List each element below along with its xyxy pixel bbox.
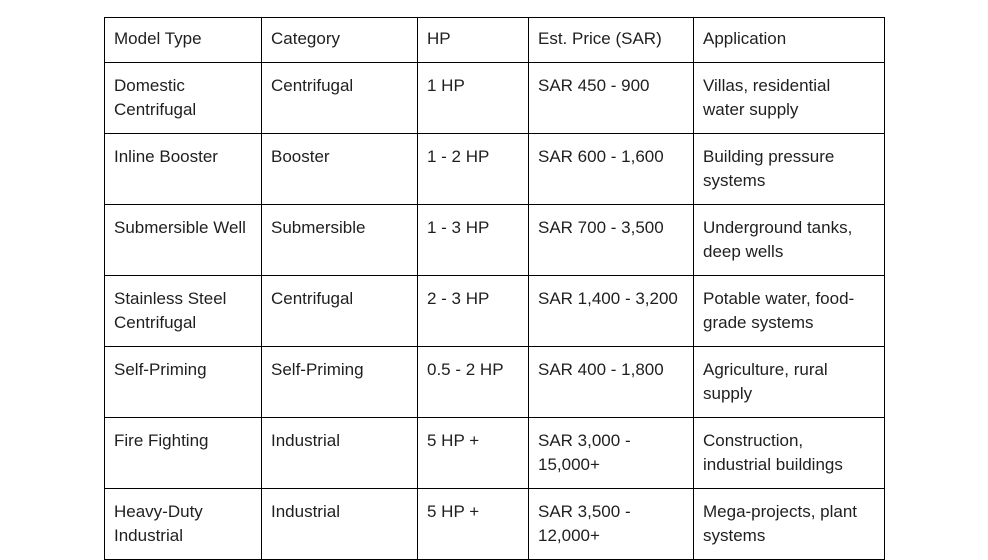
cell-hp: 1 HP (418, 62, 529, 133)
cell-est-price: SAR 1,400 - 3,200 (529, 275, 694, 346)
cell-model-type: Heavy-Duty Industrial (105, 488, 262, 559)
cell-hp: 1 - 3 HP (418, 204, 529, 275)
table-row (105, 133, 885, 204)
cell-category: Centrifugal (262, 275, 418, 346)
cell-est-price: SAR 700 - 3,500 (529, 204, 694, 275)
table-row (105, 204, 885, 275)
cell-category: Industrial (262, 488, 418, 559)
cell-category: Booster (262, 133, 418, 204)
cell-application: Underground tanks, deep wells (694, 204, 885, 275)
cell-est-price: SAR 3,500 - 12,000+ (529, 488, 694, 559)
header-model-type: Model Type (105, 18, 262, 63)
table-row (105, 488, 885, 559)
cell-category: Self-Priming (262, 346, 418, 417)
cell-est-price: SAR 450 - 900 (529, 62, 694, 133)
cell-application: Villas, residential water supply (694, 62, 885, 133)
table-body (105, 62, 885, 559)
cell-model-type: Inline Booster (105, 133, 262, 204)
cell-category: Centrifugal (262, 62, 418, 133)
cell-hp: 1 - 2 HP (418, 133, 529, 204)
pump-comparison-table (104, 17, 885, 560)
cell-model-type: Self-Priming (105, 346, 262, 417)
cell-est-price: SAR 600 - 1,600 (529, 133, 694, 204)
cell-category: Submersible (262, 204, 418, 275)
cell-hp: 2 - 3 HP (418, 275, 529, 346)
cell-model-type: Domestic Centrifugal (105, 62, 262, 133)
cell-hp: 5 HP + (418, 488, 529, 559)
header-hp: HP (418, 18, 529, 63)
table-row (105, 346, 885, 417)
cell-application: Construction, industrial buildings (694, 417, 885, 488)
cell-application: Mega-projects, plant systems (694, 488, 885, 559)
table-row (105, 417, 885, 488)
cell-est-price: SAR 400 - 1,800 (529, 346, 694, 417)
cell-model-type: Stainless Steel Centrifugal (105, 275, 262, 346)
cell-category: Industrial (262, 417, 418, 488)
cell-est-price: SAR 3,000 - 15,000+ (529, 417, 694, 488)
cell-hp: 5 HP + (418, 417, 529, 488)
header-category: Category (262, 18, 418, 63)
header-row (105, 18, 885, 63)
cell-application: Agriculture, rural supply (694, 346, 885, 417)
table-row (105, 62, 885, 133)
header-application: Application (694, 18, 885, 63)
cell-model-type: Fire Fighting (105, 417, 262, 488)
table-row (105, 275, 885, 346)
header-est-price: Est. Price (SAR) (529, 18, 694, 63)
cell-application: Building pressure systems (694, 133, 885, 204)
table-header (105, 18, 885, 63)
cell-hp: 0.5 - 2 HP (418, 346, 529, 417)
cell-model-type: Submersible Well (105, 204, 262, 275)
cell-application: Potable water, food-grade systems (694, 275, 885, 346)
